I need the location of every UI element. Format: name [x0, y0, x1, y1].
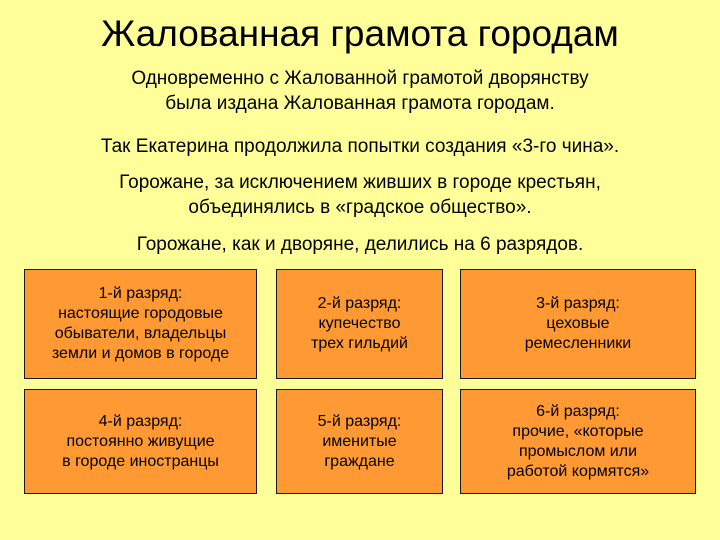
category-text-6: 6-й разряд: прочие, «которые промыслом или работой кормятся»: [506, 402, 650, 480]
category-box-6: [460, 389, 696, 494]
intro-paragraph: Одновременно с Жалованной грамотой дворянству была издана Жалованная грамота городам.: [131, 68, 589, 114]
category-box-1: [24, 269, 257, 379]
category-text-5: 5-й разряд: именитые граждане: [317, 412, 402, 470]
category-box-2: [276, 269, 443, 379]
category-text-2: 2-й разряд: купечество трех гильдий: [311, 295, 408, 352]
category-text-3: 3-й разряд: цеховые ремесленники: [524, 295, 632, 352]
category-box-5: [276, 389, 443, 494]
slide-title: Жалованная грамота городам: [101, 13, 619, 54]
category-text-1: 1-й разряд: настоящие городовые обыватели, владельцы земли и домов в городе: [51, 285, 230, 362]
category-box-4: [24, 389, 257, 494]
six-categories-paragraph: Горожане, как и дворяне, делились на 6 разрядов.: [136, 234, 584, 255]
city-society-paragraph: Горожане, за исключением живших в городе крестьян, объединялись в «градское общество».: [119, 172, 601, 218]
third-estate-paragraph: Так Екатерина продолжила попытки создания «3-го чина».: [100, 136, 620, 157]
category-box-3: [460, 269, 696, 379]
category-text-4: 4-й разряд: постоянно живущие в городе иностранцы: [62, 412, 219, 470]
